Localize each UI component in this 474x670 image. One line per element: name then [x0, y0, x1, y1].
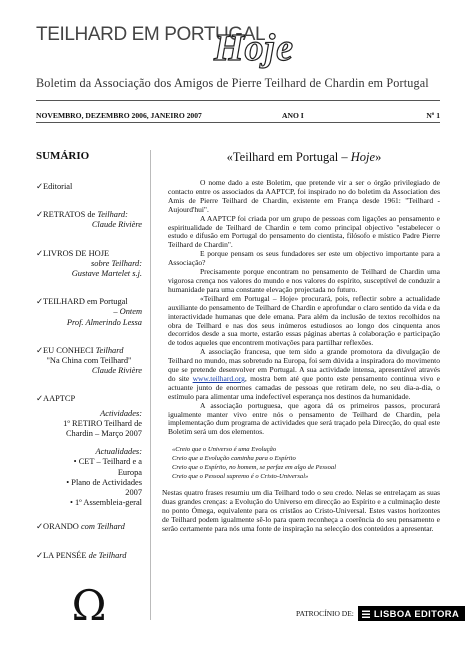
omega-icon: Ω: [71, 580, 107, 630]
check-icon: ✓: [36, 297, 44, 307]
check-icon: ✓: [36, 394, 44, 404]
check-icon: ✓: [36, 182, 44, 191]
issue-year: ANO I: [282, 111, 304, 120]
hoje-logo: Hoje: [214, 27, 294, 69]
summary-sidebar: [36, 150, 142, 630]
masthead: [0, 0, 474, 120]
main-article: [162, 150, 441, 534]
check-icon: ✓: [36, 248, 44, 258]
check-icon: ✓: [36, 345, 44, 355]
credo-quote: «Creio que o Universo é uma Evolução Creio que a Evolução caminha para o Espírito Creio que o Espírito, no homem, se perfaz em algo de Pessoal Creio que o Pessoal supremo é o Cristo-Universal»: [172, 446, 337, 481]
paragraph: A AAPTCP foi criada por um grupo de pessoas com ligações ao pensamento e espiritualidade de Teilhard de Chardin e tem como principal objectivo "estabelecer o estudo e difusão em Portugal do pensamento do cientista, filósofo e místico Padre Pierre Teilhard de Chardin".: [168, 213, 440, 250]
summary-item-retratos[interactable]: ✓RETRATOS de Teilhard: Claude Rivière: [36, 210, 142, 230]
header-rule-top: [36, 100, 440, 101]
summary-item-teilhard-portugal[interactable]: ✓TEILHARD em Portugal – Ontem Prof. Almerindo Lessa: [36, 297, 142, 327]
column-divider: [150, 150, 151, 620]
issue-date: NOVEMBRO, DEZEMBRO 2006, JANEIRO 2007: [36, 111, 202, 120]
article-title: «Teilhard em Portugal – Hoje»: [226, 150, 382, 164]
check-icon: ✓: [36, 550, 44, 560]
teilhard-org-link[interactable]: www.teilhard.org: [192, 373, 245, 383]
issue-row: [36, 111, 440, 120]
paragraph: A associação francesa, que tem sido a grande promotora da divulgação de Teilhard no mundo, mas sobretudo na Europa, foi sem dúvida a inspiradora do movimento que se pretende desenvolver em Portugal. A sua actividade intensa, apresentável através do site www.teilhard.org, mostra bem até que ponto este pensamento continua vivo e actuante junto de enormes camadas de pessoas que retiram dele, no seu dia-a-dia, o estímulo para alimentar uma indefectível esperança nos destinos da humanidade.: [168, 347, 441, 401]
sponsor-label: PATROCÍNIO DE:: [296, 609, 354, 618]
brand-title: TEILHARD EM PORTUGAL: [36, 24, 266, 45]
paragraph: A associação portuguesa, que agora dá os primeiros passos, procurará igualmente manter vivo entre nós o pensamento de Teilhard de Chardin, pela implementação dum programa de actividades que será traçado pela Direcção, do qual este Boletim será um dos elementos.: [168, 400, 440, 437]
summary-item-livros[interactable]: ✓LIVROS DE HOJE sobre Teilhard: Gustave Martelet s.j.: [36, 248, 142, 279]
header-rule-bottom: [36, 122, 440, 123]
summary-item-editorial[interactable]: ✓Editorial: [36, 182, 73, 191]
paragraph: Precisamente porque encontram no pensamento de Teilhard de Chardin uma vigorosa crença nos valores do mundo e nos valores do espírito, susceptível de conduzir a humanidade para uma constante elevação projectada no futuro.: [168, 267, 440, 294]
summary-title: SUMÁRIO: [36, 150, 90, 162]
summary-item-la-pensee[interactable]: ✓LA PENSÉE de Teilhard: [36, 550, 127, 560]
sponsor-logo[interactable]: LISBOA EDITORA: [358, 606, 465, 621]
tagline: Boletim da Associação dos Amigos de Pierre Teilhard de Chardin em Portugal: [36, 76, 429, 90]
summary-item-orando[interactable]: ✓ORANDO com Teilhard: [36, 522, 125, 532]
check-icon: ✓: [36, 210, 44, 220]
lisboa-editora-logo-icon: [362, 610, 370, 618]
sponsor: [296, 606, 465, 621]
paragraph: Nestas quatro frases resumiu um dia Teilhard todo o seu credo. Nelas se entrelaçam as suas duas grandes crenças: a Evolução do Universo em direcção ao Espírito e a culminação deste no ponto Ómega, equivalente para os cristãos ao Cristo-Universal. Estes vastos horizontes de Teilhard podem igualmente sê-lo para quem reconheça a coerência do seu pensamento e serão certamente para nós uma fonte de inspiração na selecção dos conteúdos a apresentar.: [162, 488, 440, 533]
paragraph: «Teilhard em Portugal – Hoje» procurará, pois, reflectir sobre a actualidade auxiliante do pensamento de Teilhard de Chardin e aprofundar o claro sentido da vida e da interactividade humanas que dele emana. Para além da inclusão de textos recolhidos na obra de Teilhard e nas dos seus inúmeros estudiosos ao longo dos cinquenta anos decorridos desde a sua morte, estarão essas páginas abertas à colaboração e participação de todos aqueles que encontrem motivações para partilhar reflexões.: [168, 293, 440, 348]
summary-item-aaptcp[interactable]: ✓AAPTCP Actividades: 1º RETIRO Teilhard de Chardin – Março 2007 Actualidades: • CET – Teilhard e a Europa • Plano de Actividades 2007 • 1º Assembleia-geral: [36, 394, 142, 508]
check-icon: ✓: [36, 522, 44, 532]
summary-item-eu-conheci[interactable]: ✓EU CONHECI Teilhard "Na China com Teilhard" Claude Rivière: [36, 345, 142, 376]
paragraph: O nome dado a este Boletim, que pretende vir a ser o órgão privilegiado de contacto entre os associados da AAPTCP, foi inspirado no do boletim da Association des Amis de Pierre Teilhard de Chardin, existente em França desde 1961: "Teilhard - Aujourd'hui".: [168, 178, 440, 214]
paragraph: E porque pensam os seus fundadores ser este um objectivo importante para a Associação?: [168, 249, 440, 268]
issue-number: Nº 1: [426, 111, 440, 120]
